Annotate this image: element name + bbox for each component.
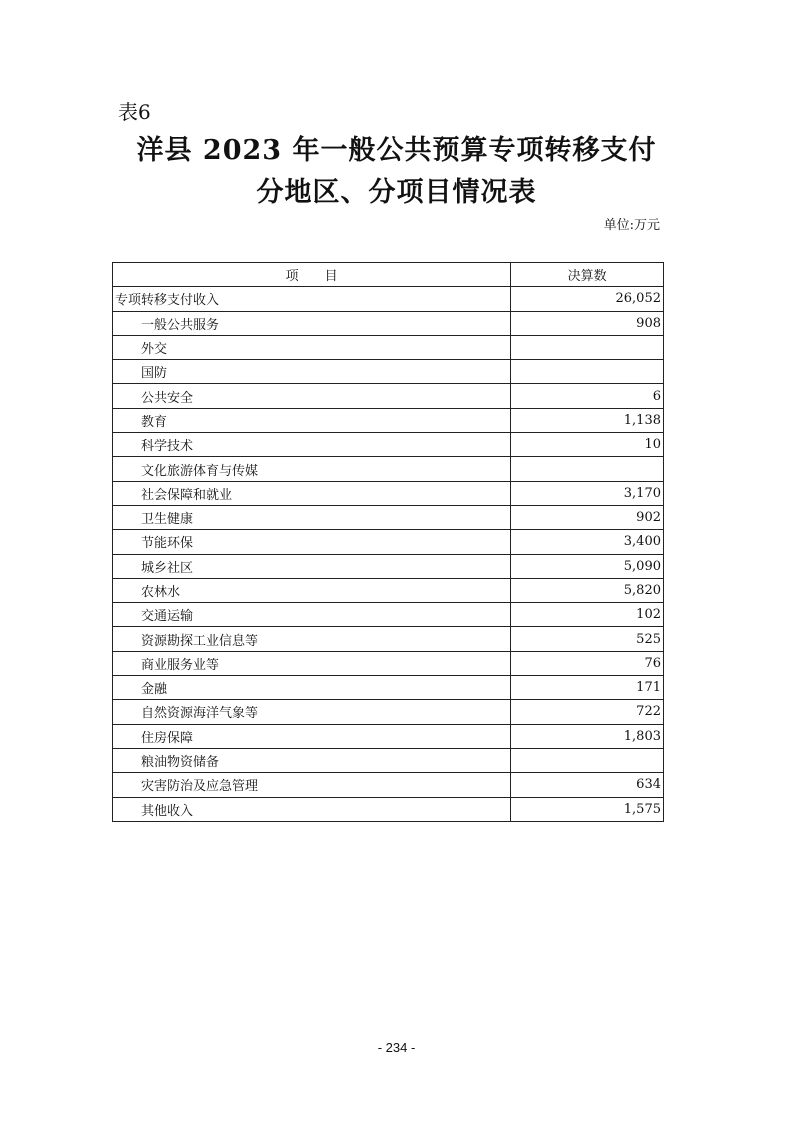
table-row [113,603,664,627]
row-value: 171 [511,676,664,700]
table-row [113,311,664,335]
row-value: 722 [511,700,664,724]
table-row [113,748,664,772]
page-number: - 234 - [377,1040,416,1055]
row-item: 社会保障和就业 [113,481,511,505]
unit-label: 单位:万元 [603,218,660,233]
row-value: 3,170 [511,481,664,505]
row-item: 专项转移支付收入 [113,287,511,311]
table-row [113,627,664,651]
document-title-line2: 分地区、分项目情况表 [256,177,537,208]
row-item: 一般公共服务 [113,311,511,335]
row-item: 城乡社区 [113,554,511,578]
row-value: 634 [511,773,664,797]
row-item: 交通运输 [113,603,511,627]
row-value: 5,090 [511,554,664,578]
row-item: 教育 [113,408,511,432]
row-value: 5,820 [511,578,664,602]
row-item: 粮油物资储备 [113,748,511,772]
table-row [113,578,664,602]
row-value: 1,575 [511,797,664,821]
table-row [113,724,664,748]
table-row [113,335,664,359]
row-item: 其他收入 [113,797,511,821]
table-row [113,700,664,724]
table-row [113,408,664,432]
table-row [113,384,664,408]
row-value: 26,052 [511,287,664,311]
row-value: 525 [511,627,664,651]
row-value: 76 [511,651,664,675]
table-header-row [113,263,664,287]
row-item: 文化旅游体育与传媒 [113,457,511,481]
row-item: 节能环保 [113,530,511,554]
row-item: 科学技术 [113,433,511,457]
table-row [113,676,664,700]
row-item: 住房保障 [113,724,511,748]
row-item: 资源勘探工业信息等 [113,627,511,651]
row-value: 908 [511,311,664,335]
row-value: 1,803 [511,724,664,748]
row-value [511,360,664,384]
row-value: 1,138 [511,408,664,432]
row-item: 国防 [113,360,511,384]
row-item: 灾害防治及应急管理 [113,773,511,797]
row-value [511,748,664,772]
table-row [113,773,664,797]
row-value: 10 [511,433,664,457]
row-value: 902 [511,505,664,529]
table-row [113,530,664,554]
row-item: 卫生健康 [113,505,511,529]
budget-table [112,262,664,822]
row-value [511,335,664,359]
table-row [113,797,664,821]
table-row [113,481,664,505]
table-number: 表6 [118,100,151,124]
table-row [113,505,664,529]
row-value [511,457,664,481]
row-item: 金融 [113,676,511,700]
row-item: 外交 [113,335,511,359]
header-item: 项 目 [113,263,511,287]
header-value: 决算数 [511,263,664,287]
table-row [113,433,664,457]
row-item: 农林水 [113,578,511,602]
row-value: 6 [511,384,664,408]
table-row [113,287,664,311]
row-item: 商业服务业等 [113,651,511,675]
row-value: 3,400 [511,530,664,554]
table-row [113,554,664,578]
table-row [113,360,664,384]
table-row [113,651,664,675]
document-title-line1: 洋县 2023 年一般公共预算专项转移支付 [136,135,657,166]
row-item: 公共安全 [113,384,511,408]
table-row [113,457,664,481]
row-value: 102 [511,603,664,627]
row-item: 自然资源海洋气象等 [113,700,511,724]
